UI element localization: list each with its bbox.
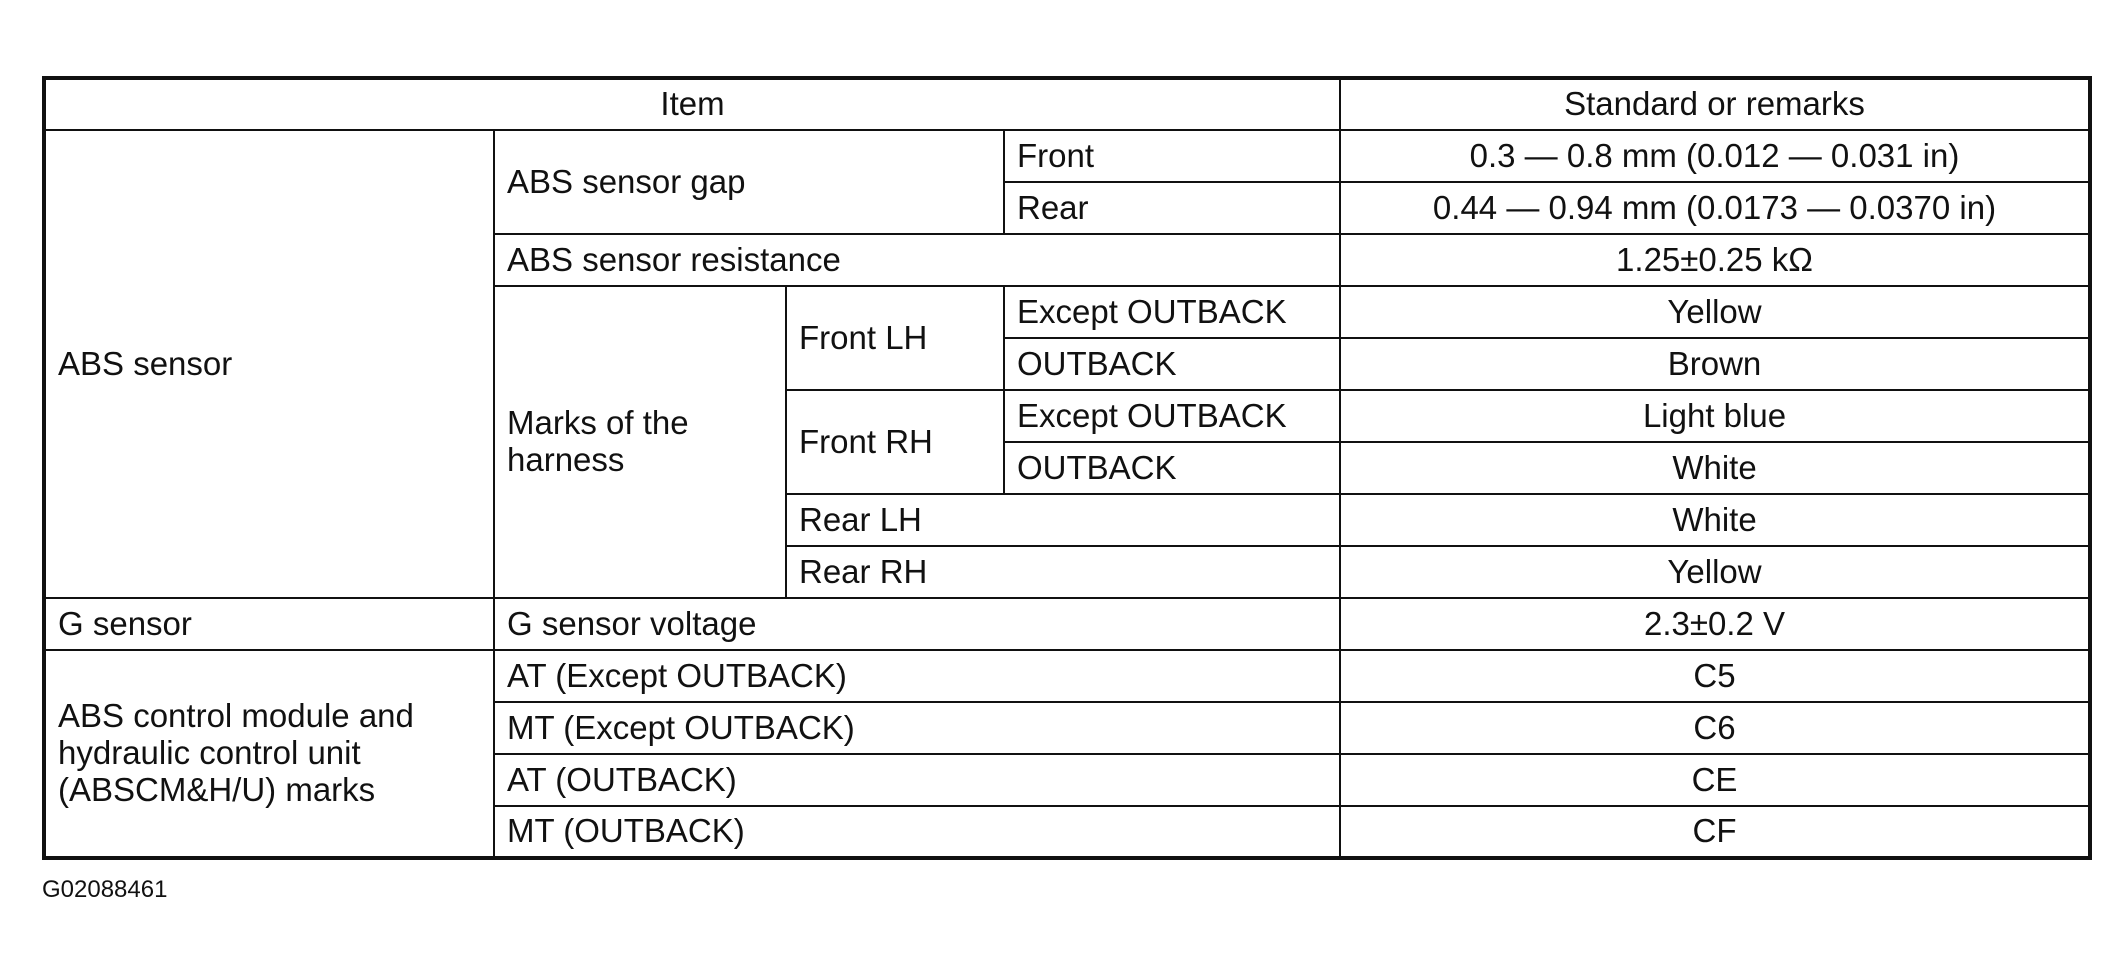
table-row: [44, 650, 2090, 702]
abs-sensor-gap-label: ABS sensor gap: [494, 130, 1004, 234]
front-rh-outback-label: OUTBACK: [1004, 442, 1340, 494]
gap-front-value: 0.3 — 0.8 mm (0.012 — 0.031 in): [1340, 130, 2090, 182]
front-rh-outback-value: White: [1340, 442, 2090, 494]
abscm-row-label: AT (OUTBACK): [494, 754, 1340, 806]
abscm-row-value: CE: [1340, 754, 2090, 806]
g-sensor-voltage-value: 2.3±0.2 V: [1340, 598, 2090, 650]
abscm-row-label: AT (Except OUTBACK): [494, 650, 1340, 702]
abscm-row-label: MT (OUTBACK): [494, 806, 1340, 858]
abscm-row-label: MT (Except OUTBACK): [494, 702, 1340, 754]
g-sensor-label: G sensor: [44, 598, 494, 650]
resistance-label: ABS sensor resistance: [494, 234, 1340, 286]
resistance-value: 1.25±0.25 kΩ: [1340, 234, 2090, 286]
front-lh-outback-label: OUTBACK: [1004, 338, 1340, 390]
front-lh-label: Front LH: [786, 286, 1004, 390]
rear-lh-label: Rear LH: [786, 494, 1340, 546]
g-sensor-voltage-label: G sensor voltage: [494, 598, 1340, 650]
gap-front-label: Front: [1004, 130, 1340, 182]
abscm-label: ABS control module and hydraulic control unit (ABSCM&H/U) marks: [44, 650, 494, 858]
rear-rh-value: Yellow: [1340, 546, 2090, 598]
spec-table: [42, 76, 2092, 860]
front-lh-outback-value: Brown: [1340, 338, 2090, 390]
front-rh-except-value: Light blue: [1340, 390, 2090, 442]
table-row: [44, 598, 2090, 650]
front-rh-label: Front RH: [786, 390, 1004, 494]
figure-id: G02088461: [42, 876, 168, 903]
abscm-row-value: CF: [1340, 806, 2090, 858]
abscm-row-value: C5: [1340, 650, 2090, 702]
gap-rear-value: 0.44 — 0.94 mm (0.0173 — 0.0370 in): [1340, 182, 2090, 234]
abs-sensor-label: ABS sensor: [44, 130, 494, 598]
gap-rear-label: Rear: [1004, 182, 1340, 234]
header-item: Item: [44, 78, 1340, 130]
table-row: [44, 130, 2090, 182]
front-lh-except-label: Except OUTBACK: [1004, 286, 1340, 338]
front-lh-except-value: Yellow: [1340, 286, 2090, 338]
front-rh-except-label: Except OUTBACK: [1004, 390, 1340, 442]
rear-lh-value: White: [1340, 494, 2090, 546]
header-standard: Standard or remarks: [1340, 78, 2090, 130]
harness-marks-label: Marks of the harness: [494, 286, 786, 598]
header-row: [44, 78, 2090, 130]
rear-rh-label: Rear RH: [786, 546, 1340, 598]
abscm-row-value: C6: [1340, 702, 2090, 754]
